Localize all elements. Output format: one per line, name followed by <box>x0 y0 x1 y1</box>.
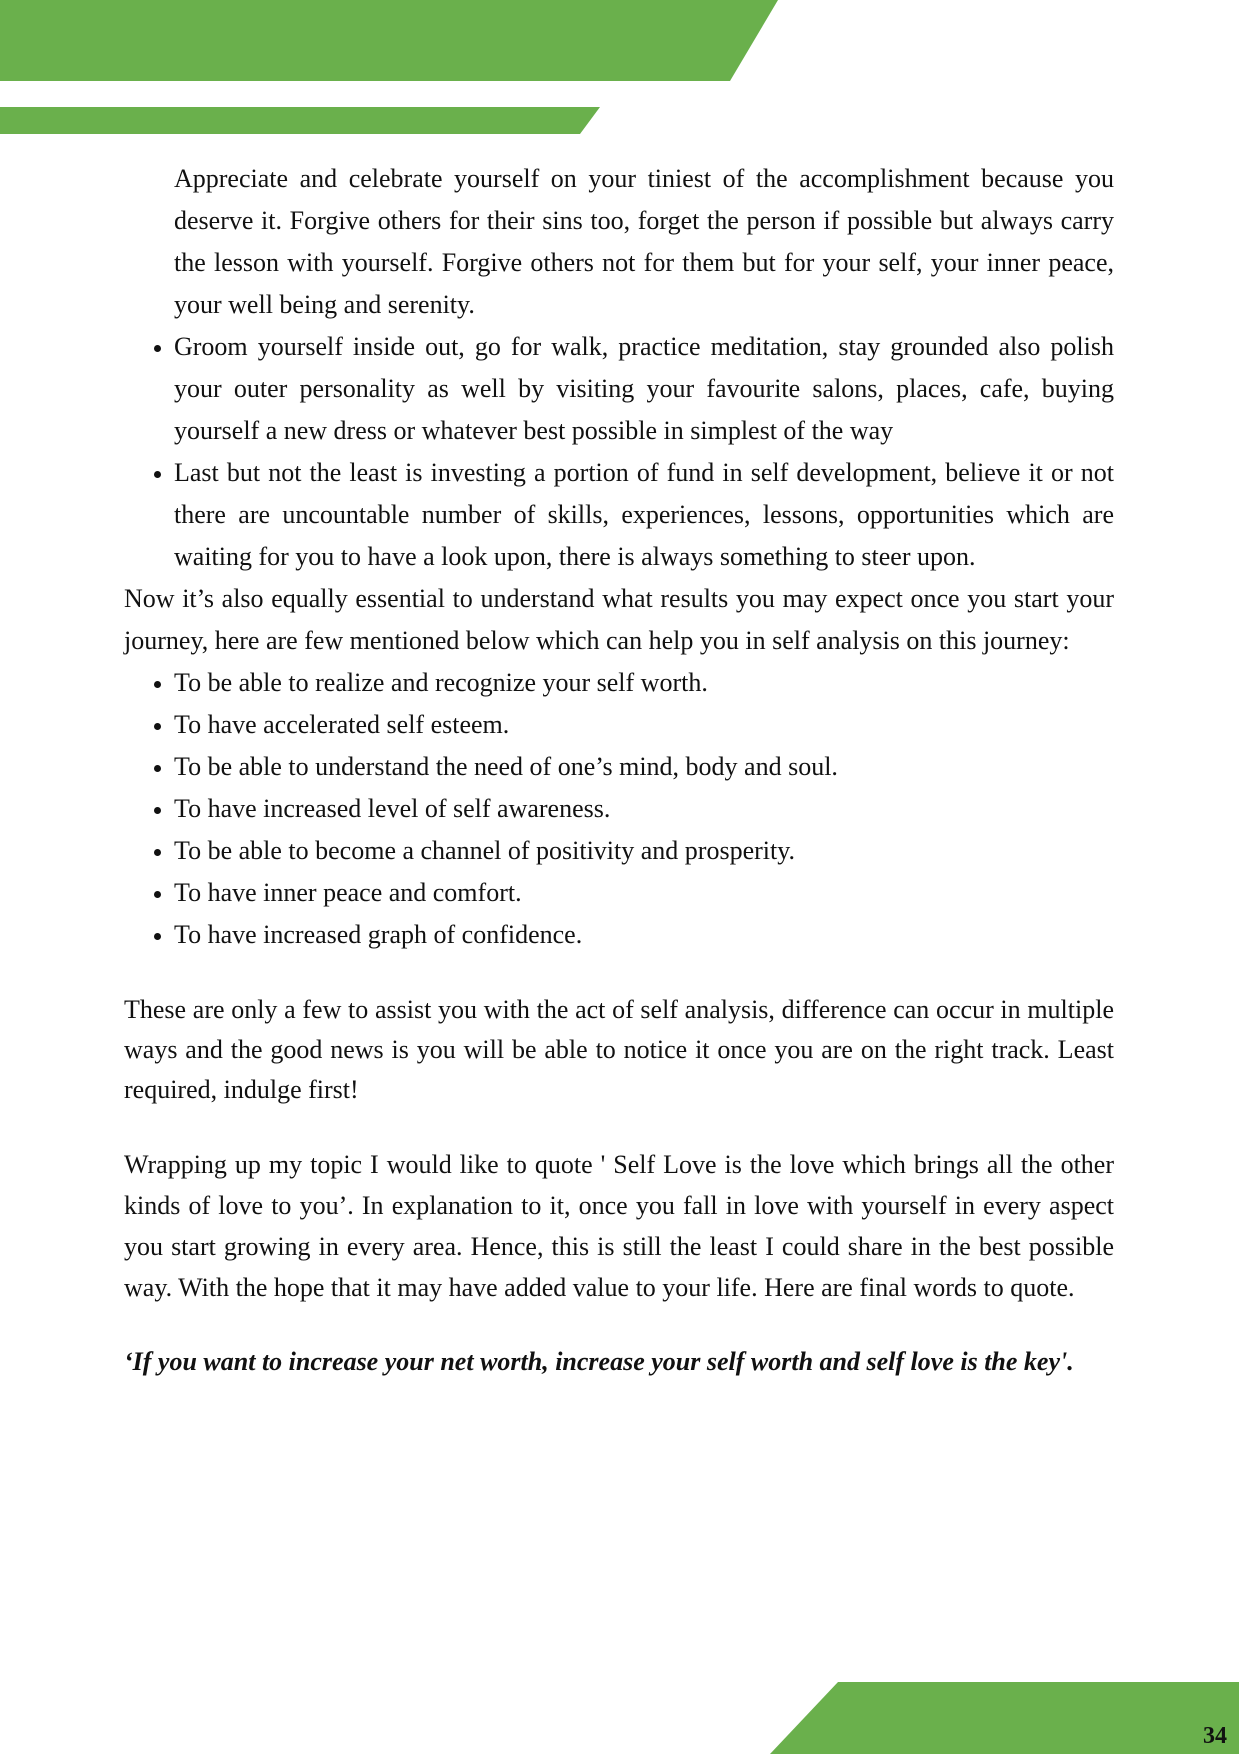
page-number: 34 <box>1203 1723 1227 1749</box>
results-bullet-list <box>124 662 1114 956</box>
header-band-top <box>0 0 778 81</box>
final-quote: ‘If you want to increase your net worth, increase your self worth and self love is the key'. <box>124 1347 1074 1376</box>
footer-band <box>770 1682 1239 1754</box>
list-item: • Groom yourself inside out, go for walk, practice meditation, stay grounded also polish your outer personality as well by visiting your favourite salons, places, cafe, buying yourself a new dress or whatever best possible in simplest of the way <box>174 326 1114 452</box>
list-item: • To have increased level of self awareness. <box>174 788 1114 830</box>
list-item: • To be able to realize and recognize your self worth. <box>174 662 1114 704</box>
top-bullet-list <box>124 326 1114 578</box>
list-item: • To have inner peace and comfort. <box>174 872 1114 914</box>
intro-continuation-paragraph: Appreciate and celebrate yourself on your tiniest of the accomplishment because you deserve it. Forgive others for their sins too, forget the person if possible but always carry the lesson with yourself. Forgive others not for them but for your self, your inner peace, your well being and serenity. <box>174 164 1114 319</box>
list-item: • To be able to become a channel of positivity and prosperity. <box>174 830 1114 872</box>
list-item: • To have accelerated self esteem. <box>174 704 1114 746</box>
list-item: • To be able to understand the need of one’s mind, body and soul. <box>174 746 1114 788</box>
few-assist-paragraph: These are only a few to assist you with the act of self analysis, difference can occur in multiple ways and the good news is you will be able to notice it once you are on the right track. Least required, indulge first! <box>124 995 1114 1104</box>
wrap-up-paragraph: Wrapping up my topic I would like to quote ' Self Love is the love which brings all the other kinds of love to you’. In explanation to it, once you fall in love with yourself in every aspect you start growing in every area. Hence, this is still the least I could share in the best possible way. With the hope that it may have added value to your life. Here are final words to quote. <box>124 1150 1114 1302</box>
list-item: • Last but not the least is investing a portion of fund in self development, believe it or not there are uncountable number of skills, experiences, lessons, opportunities which are waiting for you to have a look upon, there is always something to steer upon. <box>174 452 1114 578</box>
page-body <box>124 158 1114 1382</box>
list-item: • To have increased graph of confidence. <box>174 914 1114 956</box>
header-band-bottom <box>0 107 600 134</box>
results-intro-paragraph: Now it’s also equally essential to understand what results you may expect once you start your journey, here are few mentioned below which can help you in self analysis on this journey: <box>124 584 1114 655</box>
